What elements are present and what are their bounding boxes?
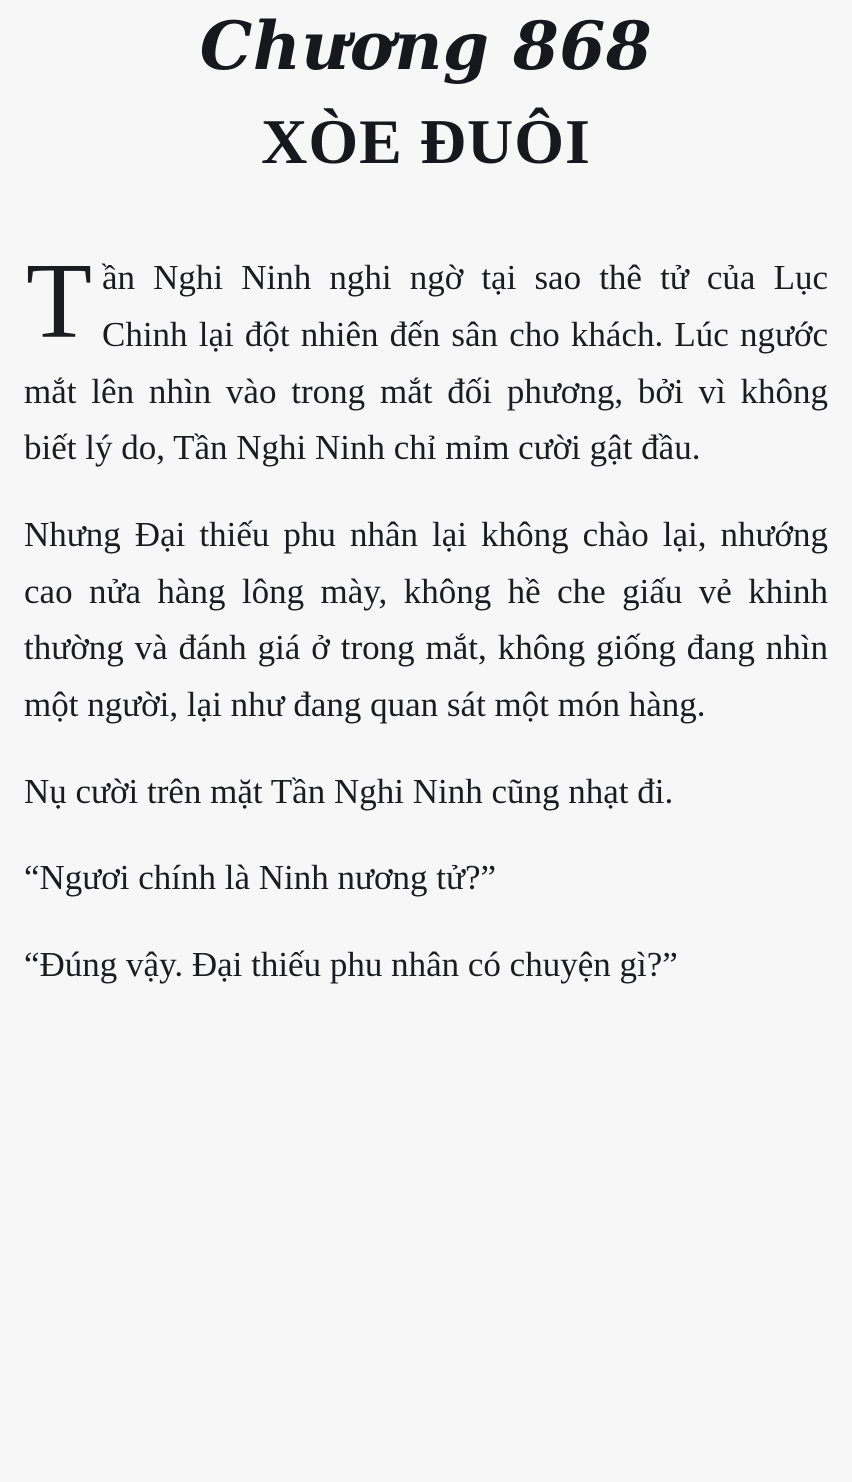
paragraph: Tần Nghi Ninh nghi ngờ tại sao thê tử của Lục Chinh lại đột nhiên đến sân cho khách. Lúc ngước mắt lên nhìn vào trong mắt đối phương, bởi vì không biết lý do, Tần Nghi Ninh chỉ mỉm cười gật đầu. bbox=[24, 242, 828, 468]
paragraph: “Ngươi chính là Ninh nương tử?” bbox=[24, 858, 497, 898]
paragraph: “Đúng vậy. Đại thiếu phu nhân có chuyện gì?” bbox=[24, 945, 678, 985]
chapter-body bbox=[24, 242, 828, 994]
chapter-number: Chương 868 bbox=[199, 7, 653, 85]
paragraph: Nhưng Đại thiếu phu nhân lại không chào lại, nhướng cao nửa hàng lông mày, không hề che giấu vẻ khinh thường và đánh giá ở trong mắt, không giống đang nhìn một người, lại như đang quan sát một món hàng. bbox=[24, 514, 828, 724]
chapter-title: XÒE ĐUÔI bbox=[261, 105, 591, 177]
paragraph: Nụ cười trên mặt Tần Nghi Ninh cũng nhạt đi. bbox=[24, 771, 674, 811]
chapter-page bbox=[0, 7, 852, 1034]
